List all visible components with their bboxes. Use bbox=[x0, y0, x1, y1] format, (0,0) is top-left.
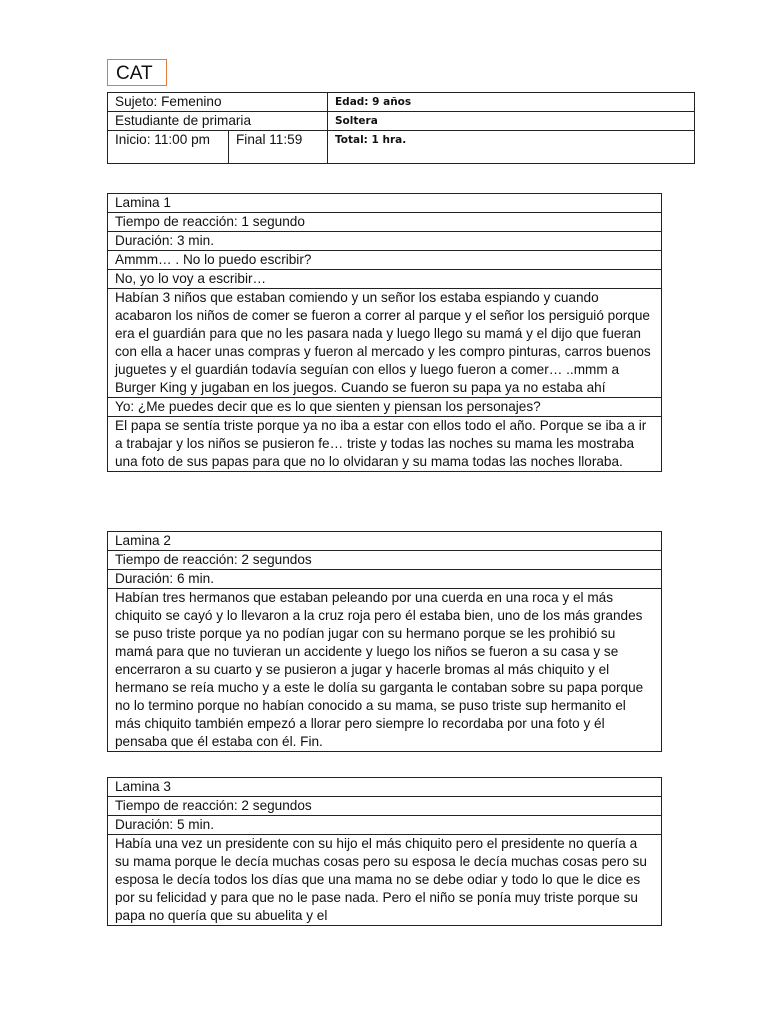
total-time: Total: 1 hra. bbox=[328, 131, 695, 164]
reaction-time: Tiempo de reacción: 2 segundos bbox=[108, 551, 662, 570]
duration: Duración: 6 min. bbox=[108, 570, 662, 589]
story-text: Habían 3 niños que estaban comiendo y un señor los estaba espiando y cuando acabaron los niños de comer se fueron a correr al parque y el señor los persiguió porque era el guardián para que no les pasara nada y luego llego su mamá y el dijo que fueran con ella a hacer unas compras y fueron al mercado y les compro pinturas, carros buenos juguetes y el guardián todavía seguían con ellos y luego fueron a comer… ..mmm a Burger King y jugaban en los juegos. Cuando se fueron su papa ya no estaba ahí bbox=[108, 289, 662, 398]
reaction-time: Tiempo de reacción: 2 segundos bbox=[108, 797, 662, 816]
start-time: Inicio: 11:00 pm bbox=[108, 131, 229, 164]
story-answer: El papa se sentía triste porque ya no iba a estar con ellos todo el año. Porque se iba a ir a trabajar y los niños se pusieron fe… triste y todas las noches su mama les mostraba una foto de sus papas para que no lo olvidaran y su mama todas las noches lloraba. bbox=[108, 417, 662, 472]
dialogue-line: Ammm… . No lo puedo escribir? bbox=[108, 251, 662, 270]
lamina-1-table bbox=[107, 193, 662, 472]
story-text: Había una vez un presidente con su hijo el más chiquito pero el presidente no quería a su mama porque le decía muchas cosas pero su esposa le decía muchas cosas pero su esposa le decía todos los días que una mama no se debe odiar y todo lo que le dice es por su felicidad y para que no le pase nada. Pero el niño se ponía muy triste porque su papa no quería que su abuelita y el bbox=[108, 835, 662, 926]
document-title: CAT bbox=[107, 59, 167, 86]
examiner-question: Yo: ¿Me puedes decir que es lo que sienten y piensan los personajes? bbox=[108, 398, 662, 417]
lamina-2-table bbox=[107, 531, 662, 752]
subject-info-table bbox=[107, 92, 695, 164]
dialogue-line: No, yo lo voy a escribir… bbox=[108, 270, 662, 289]
lamina-3-table bbox=[107, 777, 662, 926]
subject-marital-status: Soltera bbox=[328, 112, 695, 131]
lamina-title: Lamina 1 bbox=[108, 194, 662, 213]
duration: Duración: 3 min. bbox=[108, 232, 662, 251]
lamina-title: Lamina 3 bbox=[108, 778, 662, 797]
duration: Duración: 5 min. bbox=[108, 816, 662, 835]
subject-age: Edad: 9 años bbox=[328, 93, 695, 112]
subject-gender: Sujeto: Femenino bbox=[108, 93, 328, 112]
end-time: Final 11:59 bbox=[229, 131, 328, 164]
story-text: Habían tres hermanos que estaban peleando por una cuerda en una roca y el más chiquito se cayó y lo llevaron a la cruz roja pero él estaba bien, uno de los más grandes se puso triste porque ya no podían jugar con su hermano porque se les prohibió su mamá para que no tuvieran un accidente y luego los niños se fueron a su casa y se encerraron a su cuarto y se pusieron a jugar y hacerle bromas al más chiquito y el hermano se reía mucho y a este le dolía su garganta le contaban sobre su papa porque no lo termino porque no habían conocido a su mama, se puso triste sup hermanito el más chiquito también empezó a llorar pero siempre lo recordaba por una foto y él pensaba que él estaba con él. Fin. bbox=[108, 589, 662, 752]
lamina-title: Lamina 2 bbox=[108, 532, 662, 551]
subject-education: Estudiante de primaria bbox=[108, 112, 328, 131]
reaction-time: Tiempo de reacción: 1 segundo bbox=[108, 213, 662, 232]
